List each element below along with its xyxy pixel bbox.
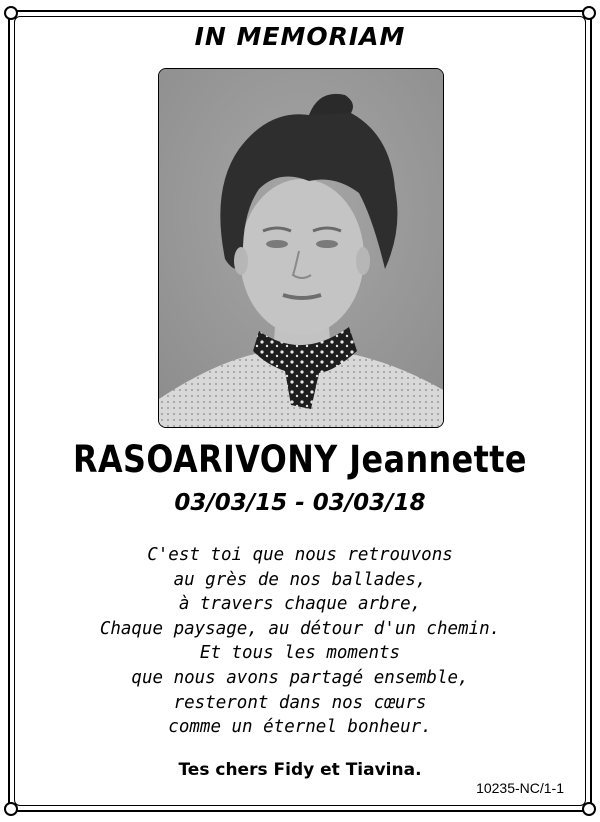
deceased-name: RASOARIVONY Jeannette (73, 438, 527, 481)
poem-line: au grès de nos ballades, (173, 569, 427, 590)
portrait-photo (158, 68, 444, 428)
corner-ornament (4, 6, 18, 20)
reference-code: 10235-NC/1-1 (476, 780, 564, 796)
poem (0, 543, 600, 740)
signature: Tes chers Fidy et Tiavina. (178, 760, 422, 780)
poem-line: resteront dans nos cœurs (173, 692, 427, 713)
corner-ornament (582, 802, 596, 816)
poem-line: C'est toi que nous retrouvons (147, 545, 453, 565)
memoriam-heading: IN MEMORIAM (194, 22, 406, 51)
corner-ornament (582, 6, 596, 20)
poem-line: comme un éternel bonheur. (168, 717, 432, 738)
corner-ornament (4, 802, 18, 816)
poem-line: Chaque paysage, au détour d'un chemin. (99, 618, 501, 639)
poem-line: Et tous les moments (199, 643, 401, 664)
poem-line: que nous avons partagé ensemble, (131, 667, 469, 688)
memorial-dates: 03/03/15 - 03/03/18 (174, 490, 426, 516)
poem-line: à travers chaque arbre, (178, 594, 422, 615)
